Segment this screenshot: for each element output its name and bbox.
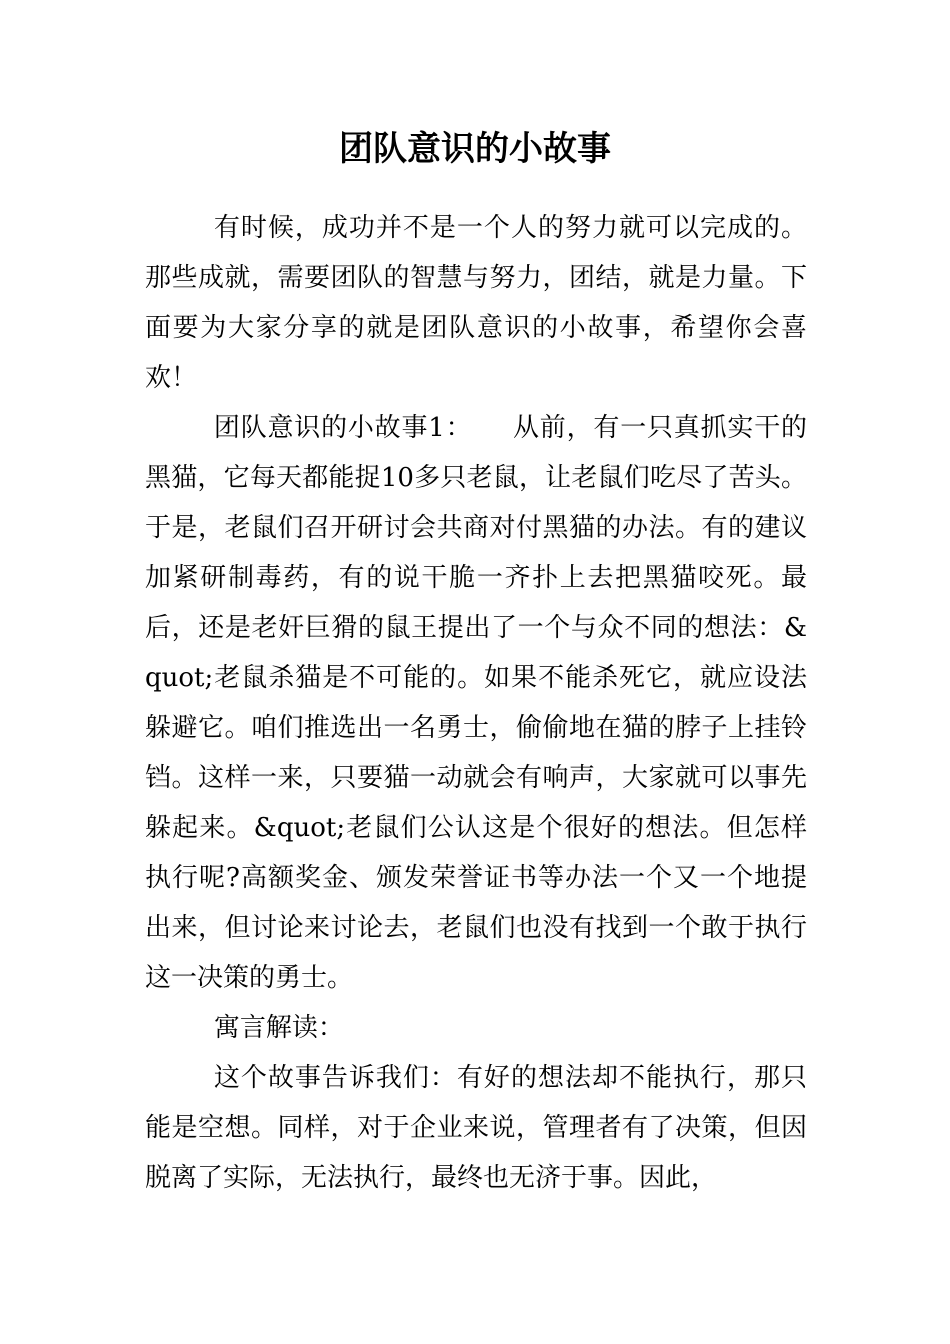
- paragraph-interpretation-heading: 寓言解读：: [213, 1013, 344, 1043]
- paragraph-intro: 有时候，成功并不是一个人的努力就可以完成的。那些成就，需要团队的智慧与努力，团结，就是力量。下面要为大家分享的就是团队意识的小故事，希望你会喜欢！: [145, 213, 807, 393]
- document-body: [145, 203, 807, 1203]
- document-title: 团队意识的小故事: [339, 129, 611, 169]
- paragraph-story-1: 团队意识的小故事1： 从前，有一只真抓实干的黑猫，它每天都能捉10多只老鼠，让老鼠们吃尽了苦头。于是，老鼠们召开研讨会共商对付黑猫的办法。有的建议加紧研制毒药，有的说干脆一齐扑上去把黑猫咬死。最后，还是老奸巨猾的鼠王提出了一个与众不同的想法：&quot;老鼠杀猫是不可能的。如果不能杀死它，就应设法躲避它。咱们推选出一名勇士，偷偷地在猫的脖子上挂铃铛。这样一来，只要猫一动就会有响声，大家就可以事先躲起来。&quot;老鼠们公认这是个很好的想法。但怎样执行呢?高额奖金、颁发荣誉证书等办法一个又一个地提出来，但讨论来讨论去，老鼠们也没有找到一个敢于执行这一决策的勇士。: [145, 413, 807, 993]
- paragraph-interpretation: 这个故事告诉我们：有好的想法却不能执行，那只能是空想。同样，对于企业来说，管理者有了决策，但因脱离了实际，无法执行，最终也无济于事。因此，: [145, 1063, 807, 1193]
